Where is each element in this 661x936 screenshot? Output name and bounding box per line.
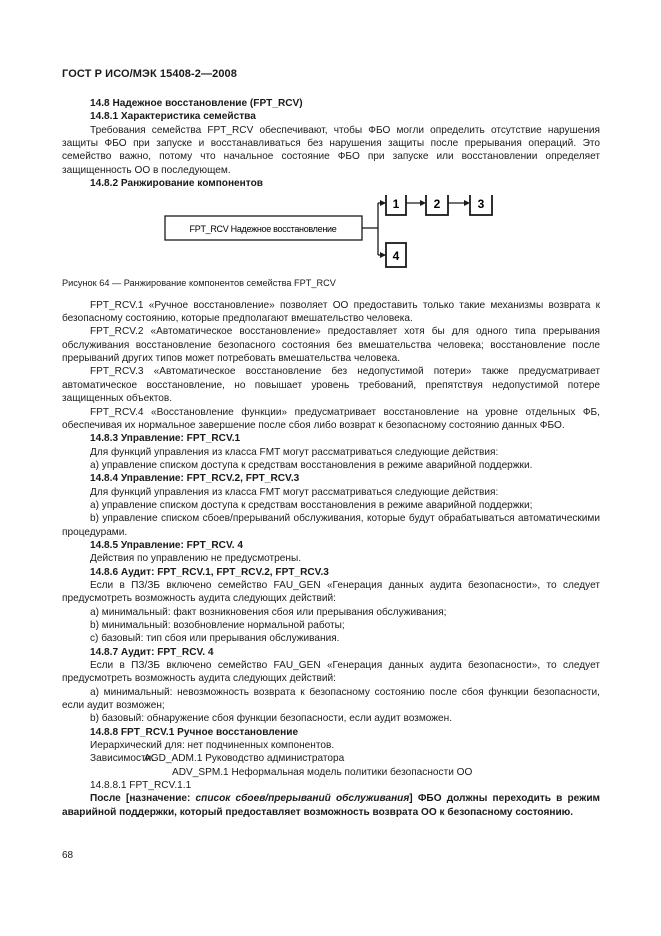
page-content xyxy=(62,97,600,819)
family-box-label: FPT_RCV Надежное восстановление xyxy=(189,224,337,235)
section-title-14-8-3: 14.8.3 Управление: FPT_RCV.1 xyxy=(90,433,241,445)
dependencies-row xyxy=(62,752,600,765)
component-description-3: FPT_RCV.3 «Автоматическое восстановление без недопустимой потери» также предусматривает автоматическое восстановление, но повышает уровень требований, препятствуя недопустимой потере защищенных объектов. xyxy=(62,366,600,405)
page-number: 68 xyxy=(62,850,74,861)
requirement-assignment: список сбоев/прерываний обслуживания xyxy=(195,793,410,805)
paragraph-14-8-5: Действия по управлению не предусмотрены. xyxy=(90,553,302,565)
list-item-14-8-3-a: a) управление списком доступа к средствам восстановления в режиме аварийной поддержки. xyxy=(90,459,533,471)
node-label-1: 1 xyxy=(392,197,400,212)
requirement-part-1: После [назначение: xyxy=(90,793,196,805)
list-item-14-8-6-a: a) минимальный: факт возникновения сбоя или прерывания обслуживания; xyxy=(90,606,447,618)
node-label-3: 3 xyxy=(477,197,485,212)
list-item-14-8-6-b: b) минимальный: возобновление нормальной работы; xyxy=(90,620,345,631)
element-id: 14.8.8.1 FPT_RCV.1.1 xyxy=(90,780,192,792)
component-description-1: FPT_RCV.1 «Ручное восстановление» позволяет ОО предоставить только такие механизмы возврата к безопасному состоянию, которые предполагают вмешательство человека. xyxy=(62,299,600,325)
component-levelling-diagram xyxy=(62,195,600,273)
dependency-2: ADV_SPM.1 Неформальная модель политики безопасности ОО xyxy=(172,766,473,778)
requirement-part-2: ] ФБО должны переходить в режим аварийной поддержки, который предоставляет возможность возврата ОО к безопасному состоянию. xyxy=(62,793,600,818)
node-label-2: 2 xyxy=(433,197,441,212)
dependencies-label: Зависимости: xyxy=(90,753,155,765)
section-title-14-8-2: 14.8.2 Ранжирование компонентов xyxy=(90,178,263,190)
section-title-14-8-6: 14.8.6 Аудит: FPT_RCV.1, FPT_RCV.2, FPT_RCV.3 xyxy=(90,566,329,578)
section-title-14-8-1: 14.8.1 Характеристика семейства xyxy=(90,111,256,123)
component-description-2: FPT_RCV.2 «Автоматическое восстановление» предоставляет хотя бы для одного типа прерывания обслуживания восстановление безопасного состояния без вмешательства человека; восстановление после прерываний других типов может потребовать вмешательства человека. xyxy=(62,326,600,365)
list-item-14-8-4-b: b) управление списком сбоев/прерываний обслуживания, которые будут обрабатываться автоматическими процедурами. xyxy=(62,513,600,538)
paragraph-14-8-4-intro: Для функций управления из класса FMT могут рассматриваться следующие действия: xyxy=(90,486,499,498)
list-item-14-8-6-c: c) базовый: тип сбоя или прерывания обслуживания. xyxy=(90,633,340,645)
figure-caption: Рисунок 64 — Ранжирование компонентов семейства FPT_RCV xyxy=(62,278,336,289)
section-title-14-8-4: 14.8.4 Управление: FPT_RCV.2, FPT_RCV.3 xyxy=(90,473,300,485)
component-description-4: FPT_RCV.4 «Восстановление функции» предусматривает восстановление на уровне отдельных ФБ, обеспечивая их нормальное завершение после сбоя либо возврат к безопасному состоянию данных ФБО. xyxy=(62,406,600,431)
dependency-1: AGD_ADM.1 Руководство администратора xyxy=(144,753,345,765)
section-title-14-8: 14.8 Надежное восстановление (FPT_RCV) xyxy=(90,98,303,109)
paragraph-14-8-3-intro: Для функций управления из класса FMT могут рассматриваться следующие действия: xyxy=(90,446,499,458)
list-item-14-8-7-a: a) минимальный: невозможность возврата к безопасному состоянию после сбоя функции безопасности, если аудит возможен; xyxy=(62,686,600,712)
node-label-4: 4 xyxy=(392,249,400,264)
diagram-svg xyxy=(62,195,600,273)
hierarchical-line: Иерархический для: нет подчиненных компонентов. xyxy=(90,740,335,752)
section-title-14-8-5: 14.8.5 Управление: FPT_RCV. 4 xyxy=(90,539,243,551)
list-item-14-8-7-b: b) базовый: обнаружение сбоя функции безопасности, если аудит возможен. xyxy=(90,713,453,725)
paragraph-14-8-7-intro: Если в ПЗ/ЗБ включено семейство FAU_GEN «Генерация данных аудита безопасности», то следует предусмотреть возможность аудита следующих действий: xyxy=(62,660,600,685)
paragraph-14-8-6-intro: Если в ПЗ/ЗБ включено семейство FAU_GEN «Генерация данных аудита безопасности», то следует предусмотреть возможность аудита следующих действий: xyxy=(62,579,600,605)
paragraph-family-description: Требования семейства FPT_RCV обеспечивают, чтобы ФБО могли определить отсутствие нарушения защиты ФБО при запуске и восстанавливаться без нарушения защиты после прерывания операций. Это семейство важно, потому что начальное состояние ФБО при запуске или восстановлении определяет защищенность ОО в последующем. xyxy=(62,124,600,176)
element-requirement xyxy=(62,792,600,819)
section-title-14-8-7: 14.8.7 Аудит: FPT_RCV. 4 xyxy=(90,646,214,658)
list-item-14-8-4-a: a) управление списком доступа к средствам восстановления в режиме аварийной поддержки; xyxy=(90,499,533,511)
section-title-14-8-8: 14.8.8 FPT_RCV.1 Ручное восстановление xyxy=(90,726,299,738)
document-header: ГОСТ Р ИСО/МЭК 15408-2—2008 xyxy=(62,68,237,80)
